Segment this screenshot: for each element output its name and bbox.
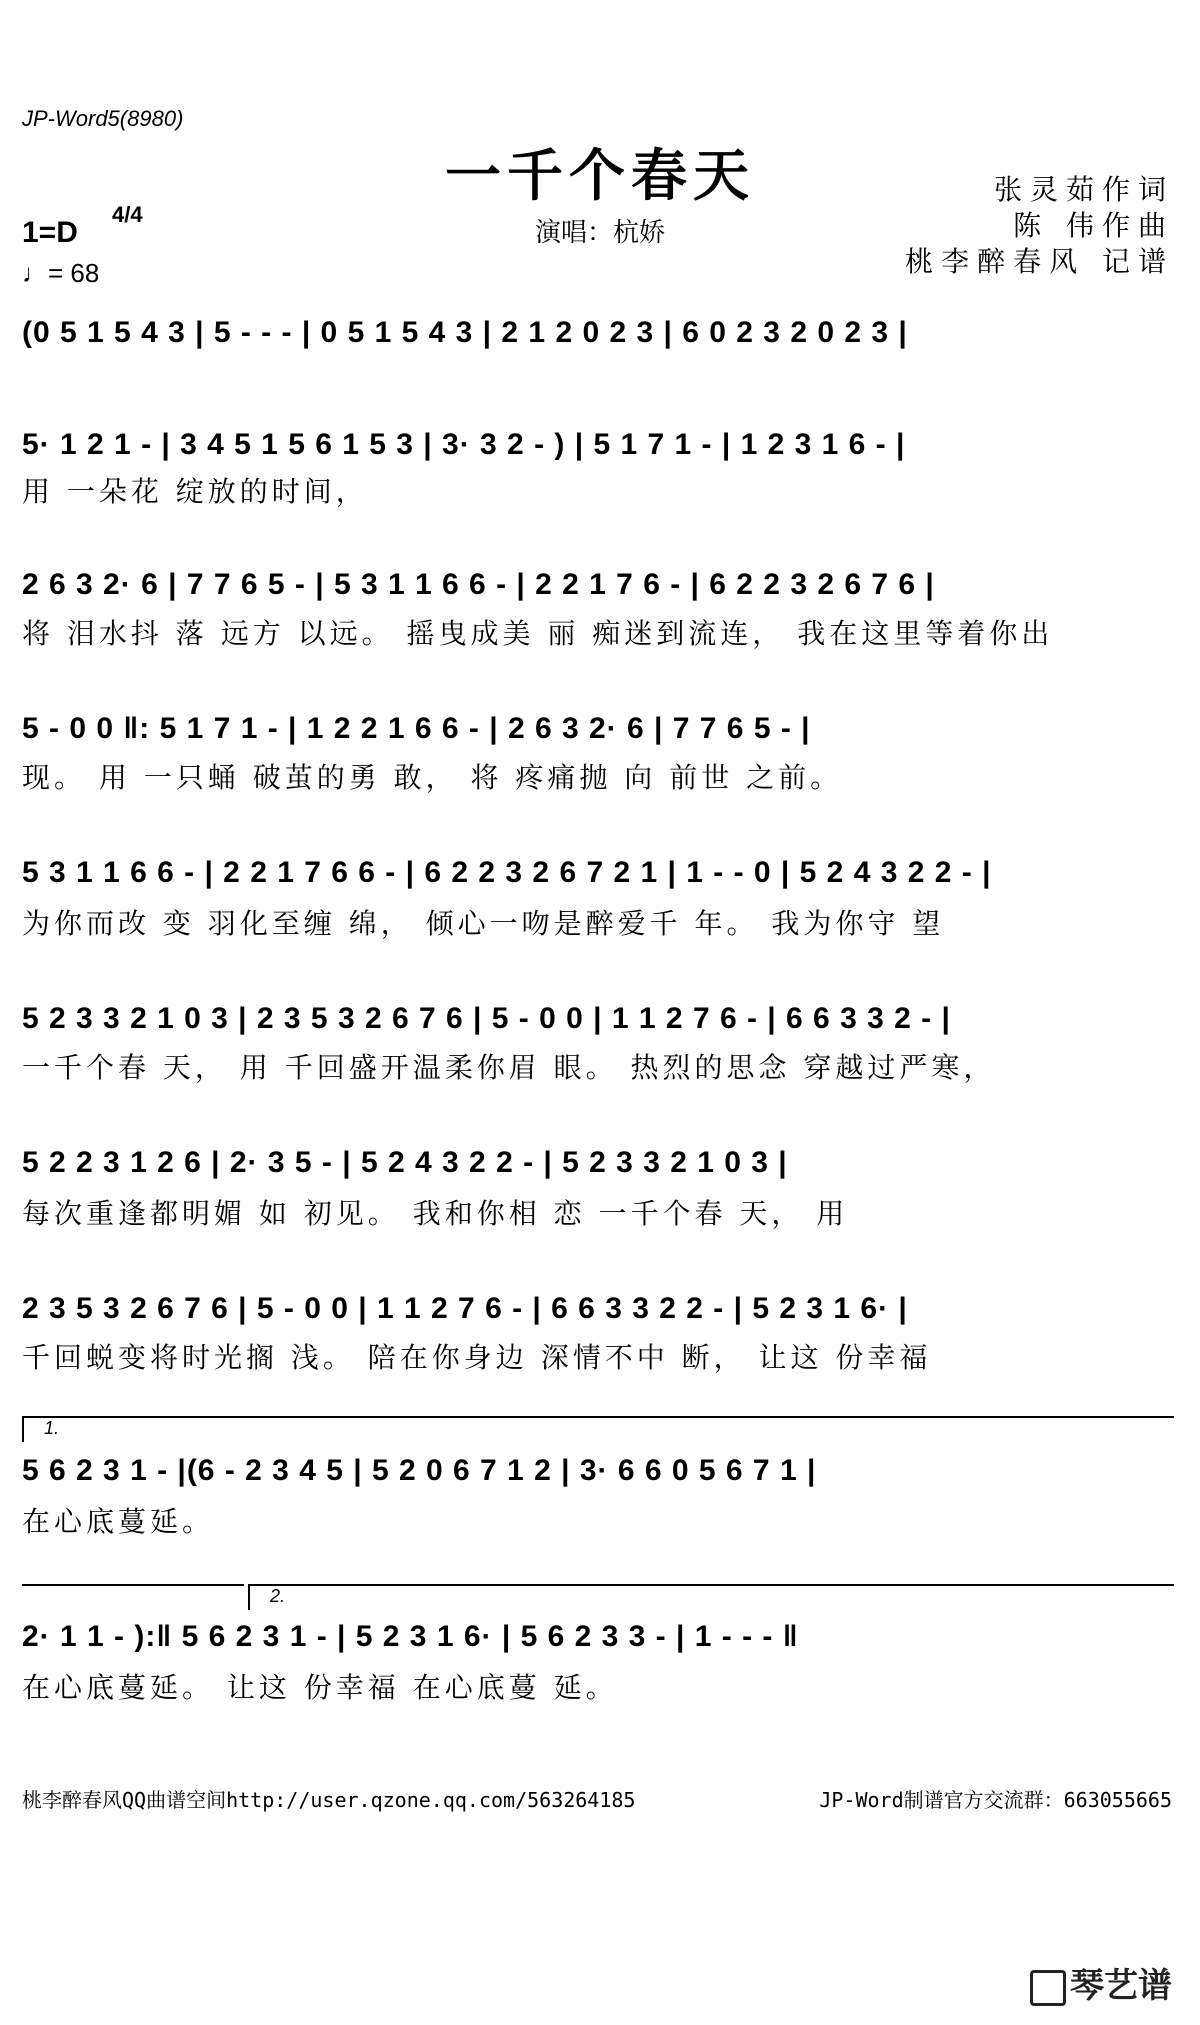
score-line-2-lyrics: 用 一朵花 绽放的时间，	[22, 475, 368, 508]
score-line-2-notes: 5· 1 2 1 - | 3 4 5 1 5 6 1 5 3 | 3· 3 2 - ) | 5 1 7 1 - | 1 2 3 1 6 - |	[22, 428, 906, 461]
score-line-9-lyrics: 在心底蔓延。	[22, 1505, 215, 1538]
score-line-9-notes: 5 6 2 3 1 - |(6 - 2 3 4 5 | 5 2 0 6 7 1 2 | 3· 6 6 0 5 6 7 1 |	[22, 1454, 817, 1487]
score-line-7-lyrics: 每次重逢都明媚 如 初见。 我和你相 恋 一千个春 天， 用	[22, 1197, 849, 1230]
time-signature: 4/4	[112, 202, 143, 227]
footer-group-info: JP-Word制谱官方交流群：663055665	[819, 1788, 1172, 1812]
song-title: 一千个春天	[445, 143, 755, 209]
score-line-4-lyrics: 现。 用 一只蛹 破茧的勇 敢， 将 疼痛抛 向 前世 之前。	[22, 761, 843, 794]
qinyipu-logo	[1030, 1958, 1172, 2007]
score-line-4-notes: 5 - 0 0 ‖: 5 1 7 1 - | 1 2 2 1 6 6 - | 2 6 3 2· 6 | 7 7 6 5 - |	[22, 712, 811, 745]
score-line-8-lyrics: 千回蜕变将时光搁 浅。 陪在你身边 深情不中 断， 让这 份幸福	[22, 1341, 932, 1374]
volta-bracket-1	[22, 1416, 1174, 1442]
transcriber-credit: 桃李醉春风 记谱	[905, 245, 1174, 278]
score-line-10-lyrics: 在心底蔓延。 让这 份幸福 在心底蔓 延。	[22, 1671, 618, 1704]
score-line-6-lyrics: 一千个春 天， 用 千回盛开温柔你眉 眼。 热烈的思念 穿越过严寒，	[22, 1051, 996, 1084]
score-line-5-lyrics: 为你而改 变 羽化至缠 绵， 倾心一吻是醉爱千 年。 我为你守 望	[22, 907, 945, 940]
score-line-6-notes: 5 2 3 3 2 1 0 3 | 2 3 5 3 2 6 7 6 | 5 - 0 0 | 1 1 2 7 6 - | 6 6 3 3 2 - |	[22, 1002, 951, 1035]
credits-block	[905, 172, 1174, 280]
composer-credit: 陈 伟作曲	[1013, 209, 1174, 242]
score-line-3-notes: 2 6 3 2· 6 | 7 7 6 5 - | 5 3 1 1 6 6 - | 2 2 1 7 6 - | 6 2 2 3 2 6 7 6 |	[22, 568, 935, 601]
score-line-7-notes: 5 2 2 3 1 2 6 | 2· 3 5 - | 5 2 4 3 2 2 - | 5 2 3 3 2 1 0 3 |	[22, 1146, 788, 1179]
lyricist-credit: 张灵茹作词	[993, 173, 1174, 206]
volta-label-1: 1.	[44, 1418, 60, 1438]
singer-credit: 演唱：杭娇	[534, 218, 665, 248]
key-signature: 1=D	[22, 216, 78, 249]
tempo-marking: ♩= 68	[22, 258, 100, 288]
volta-bracket-2	[248, 1584, 1174, 1610]
volta-bracket-1-continuation	[22, 1584, 244, 1586]
score-line-3-lyrics: 将 泪水抖 落 远方 以远。 摇曳成美 丽 痴迷到流连， 我在这里等着你出	[22, 617, 1054, 650]
score-line-8-notes: 2 3 5 3 2 6 7 6 | 5 - 0 0 | 1 1 2 7 6 - | 6 6 3 3 2 2 - | 5 2 3 1 6· |	[22, 1292, 908, 1325]
score-line-10-notes: 2· 1 1 - ):‖ 5 6 2 3 1 - | 5 2 3 1 6· | 5 6 2 3 3 - | 1 - - - ‖	[22, 1620, 799, 1653]
logo-text: 琴艺谱	[1070, 1966, 1172, 2006]
score-line-1-notes: (0 5 1 5 4 3 | 5 - - - | 0 5 1 5 4 3 | 2 1 2 0 2 3 | 6 0 2 3 2 0 2 3 |	[22, 316, 908, 349]
logo-mark-icon	[1030, 1970, 1066, 2006]
footer-source-link[interactable]: 桃李醉春风QQ曲谱空间http://user.qzone.qq.com/563264185	[22, 1788, 636, 1812]
software-label: JP-Word5(8980)	[22, 106, 184, 131]
score-line-5-notes: 5 3 1 1 6 6 - | 2 2 1 7 6 6 - | 6 2 2 3 2 6 7 2 1 | 1 - - 0 | 5 2 4 3 2 2 - |	[22, 856, 992, 889]
volta-label-2: 2.	[270, 1586, 286, 1606]
